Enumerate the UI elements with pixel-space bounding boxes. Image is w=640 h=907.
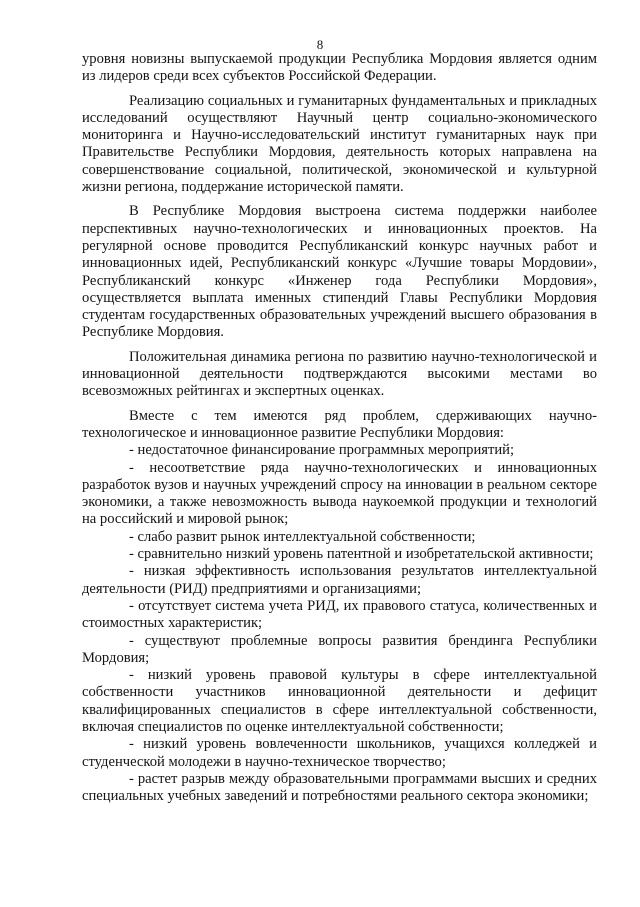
problem-item: - низкий уровень правовой культуры в сфере интеллектуальной собственности участников инновационной деятельности и дефицит квалифицированных специалистов в сфере интеллектуальной собственности, включая специалистов по оценке интеллектуальной собственности;	[82, 667, 597, 735]
page-number: 8	[316, 37, 324, 52]
paragraph-positive-dynamics: Положительная динамика региона по развитию научно-технологической и инновационной деятельности подтверждаются высокими местами во всевозможных рейтингах и экспертных оценках.	[82, 348, 597, 400]
problem-item: - сравнительно низкий уровень патентной и изобретательской активности;	[129, 546, 594, 563]
problem-item: - отсутствует система учета РИД, их правового статуса, количественных и стоимостных характеристик;	[82, 597, 597, 632]
paragraph-research-centers: Реализацию социальных и гуманитарных фундаментальных и прикладных исследований осуществляют Научный центр социально-экономического мониторинга и Научно-исследовательский институт гуманитарных наук при Правительстве Республики Мордовия, деятельность которых направлена на совершенствование социальной, политической, экономической и культурной жизни региона, поддержание исторической памяти.	[82, 92, 597, 196]
problem-item: - недостаточное финансирование программных мероприятий;	[129, 442, 515, 459]
problem-item: - слабо развит рынок интеллектуальной собственности;	[129, 528, 476, 545]
paragraph-continuation: уровня новизны выпускаемой продукции Республика Мордовия является одним из лидеров среди всех субъектов Российской Федерации.	[82, 51, 597, 85]
problem-item: - низкий уровень вовлеченности школьников, учащихся колледжей и студенческой молодежи в научно-техническое творчество;	[82, 736, 597, 770]
paragraph-support-system: В Республике Мордовия выстроена система поддержки наиболее перспективных научно-технологических и инновационных проектов. На регулярной основе проводится Республиканский конкурс научных работ и инновационных идей, Республиканский конкурс «Лучшие товары Мордовии», Республиканский конкурс «Инженер года Республики Мордовия», осуществляется выплата именных стипендий Главы Республики Мордовия студентам государственных образовательных учреждений высшего образования в Республике Мордовия.	[82, 203, 597, 341]
problem-item: - существуют проблемные вопросы развития брендинга Республики Мордовия;	[82, 632, 597, 666]
problem-item: - низкая эффективность использования результатов интеллектуальной деятельности (РИД) предприятиями и организациями;	[82, 563, 597, 597]
problem-item: - растет разрыв между образовательными программами высших и средних специальных учебных заведений и потребностями реального сектора экономики;	[82, 770, 597, 805]
document-body	[82, 51, 597, 805]
problem-item: - несоответствие ряда научно-технологических и инновационных разработок вузов и научных учреждений спросу на инновации в реальном секторе экономики, а также невозможность вывода наукоемкой продукции и технологий на российский и мировой рынок;	[82, 459, 597, 528]
paragraph-problems-intro: Вместе с тем имеются ряд проблем, сдерживающих научно-технологическое и инновационное развитие Республики Мордовия:	[82, 407, 597, 441]
